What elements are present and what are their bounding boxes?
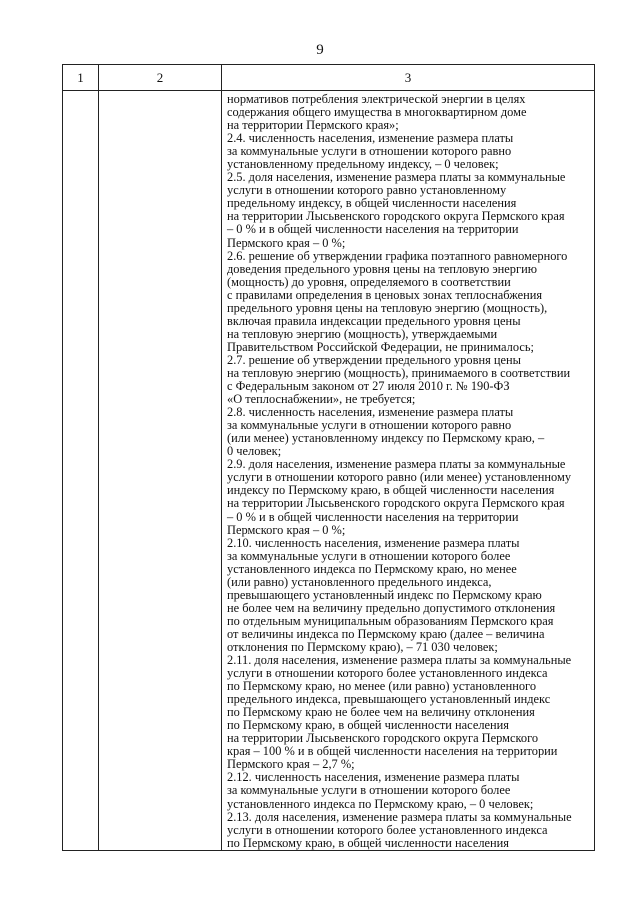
- text-line: от величины индекса по Пермскому краю (далее – величина: [227, 626, 545, 641]
- cell-col-2: [99, 91, 222, 851]
- text-line: не более чем на величину предельно допустимого отклонения: [227, 600, 556, 615]
- text-line: за коммунальные услуги в отношении которого более: [227, 548, 511, 563]
- text-line: – 0 % и в общей численности населения на территории: [227, 222, 519, 237]
- text-line: доведения предельного уровня цены на тепловую энергию: [227, 261, 537, 276]
- text-line: на территории Лысьвенского городского округа Пермского края: [227, 209, 565, 224]
- text-line: услуги в отношении которого более установленного индекса: [227, 822, 548, 837]
- text-line: установленного индекса по Пермскому краю, – 0 человек;: [227, 796, 534, 811]
- text-line: Правительством Российской Федерации, не принималось;: [227, 339, 534, 354]
- cell-col-1: [63, 91, 99, 851]
- text-line: за коммунальные услуги в отношении которого равно: [227, 144, 512, 159]
- text-line: «О теплоснабжении», не требуется;: [227, 392, 416, 407]
- text-line: 0 человек;: [227, 444, 282, 459]
- text-line: услуги в отношении которого равно установленному: [227, 183, 507, 198]
- text-line: 2.4. численность населения, изменение размера платы: [227, 131, 514, 146]
- text-line: 2.7. решение об утверждении предельного уровня цены: [227, 352, 521, 367]
- text-line: включая правила индексации предельного уровня цены: [227, 313, 521, 328]
- text-line: 2.11. доля населения, изменение размера платы за коммунальные: [227, 653, 572, 668]
- text-line: 2.10. численность населения, изменение размера платы: [227, 535, 520, 550]
- text-line: Пермского края – 0 %;: [227, 522, 346, 537]
- document-table: [62, 64, 595, 851]
- text-line: Пермского края – 2,7 %;: [227, 757, 355, 772]
- cell-col-3-text: [222, 91, 594, 850]
- text-line: за коммунальные услуги в отношении которого равно: [227, 418, 512, 433]
- text-line: 2.8. численность населения, изменение размера платы: [227, 405, 514, 420]
- text-line: с Федеральным законом от 27 июля 2010 г. № 190-ФЗ: [227, 379, 510, 394]
- text-line: (мощность) до уровня, определяемого в соответствии: [227, 274, 511, 289]
- text-line: 2.9. доля населения, изменение размера платы за коммунальные: [227, 457, 566, 472]
- text-line: на тепловую энергию (мощность), принимаемого в соответствии: [227, 365, 571, 380]
- text-line: по Пермскому краю, в общей численности населения: [227, 718, 509, 733]
- text-line: на тепловую энергию (мощность), утверждаемыми: [227, 326, 498, 341]
- text-line: (или менее) установленному индексу по Пермскому краю, –: [227, 431, 545, 446]
- text-line: Пермского края – 0 %;: [227, 235, 346, 250]
- text-line: превышающего установленный индекс по Пермскому краю: [227, 587, 542, 602]
- text-line: края – 100 % и в общей численности населения на территории: [227, 744, 558, 759]
- text-line: по Пермскому краю не более чем на величину отклонения: [227, 705, 535, 720]
- column-header-3: 3: [222, 65, 595, 91]
- text-line: 2.13. доля населения, изменение размера платы за коммунальные: [227, 809, 572, 824]
- text-line: предельному индексу, в общей численности населения: [227, 196, 517, 211]
- text-line: на территории Лысьвенского городского округа Пермского: [227, 731, 539, 746]
- column-header-1: 1: [63, 65, 99, 91]
- text-line: за коммунальные услуги в отношении которого более: [227, 783, 511, 798]
- text-line: предельного уровня цены на тепловую энергию (мощность),: [227, 300, 548, 315]
- text-line: по Пермскому краю, в общей численности населения: [227, 835, 509, 850]
- table-row: [63, 91, 595, 851]
- text-line: предельного индекса, превышающего установленный индекс: [227, 692, 551, 707]
- table-header-row: [63, 65, 595, 91]
- text-line: (или равно) установленного предельного индекса,: [227, 574, 492, 589]
- text-line: 2.5. доля населения, изменение размера платы за коммунальные: [227, 170, 566, 185]
- text-line: нормативов потребления электрической энергии в целях: [227, 92, 526, 106]
- text-line: по Пермскому краю, но менее (или равно) установленного: [227, 679, 537, 694]
- text-line: отклонения по Пермскому краю), – 71 030 человек;: [227, 639, 498, 654]
- text-line: содержания общего имущества в многоквартирном доме: [227, 105, 527, 120]
- text-line: 2.6. решение об утверждении графика поэтапного равномерного: [227, 248, 568, 263]
- text-line: – 0 % и в общей численности населения на территории: [227, 509, 519, 524]
- cell-col-3: [222, 91, 595, 851]
- text-line: на территории Пермского края»;: [227, 118, 399, 133]
- text-line: на территории Лысьвенского городского округа Пермского края: [227, 496, 565, 511]
- text-line: услуги в отношении которого равно (или менее) установленному: [227, 470, 572, 485]
- text-line: установленного индекса по Пермскому краю, но менее: [227, 561, 517, 576]
- text-line: по отдельным муниципальным образованиям Пермского края: [227, 613, 554, 628]
- column-header-2: 2: [99, 65, 222, 91]
- text-line: индексу по Пермскому краю, в общей численности населения: [227, 483, 555, 498]
- text-line: с правилами определения в ценовых зонах теплоснабжения: [227, 287, 543, 302]
- text-line: установленному предельному индексу, – 0 человек;: [227, 157, 499, 172]
- text-line: 2.12. численность населения, изменение размера платы: [227, 770, 520, 785]
- page-number: 9: [316, 42, 324, 58]
- text-line: услуги в отношении которого более установленного индекса: [227, 666, 548, 681]
